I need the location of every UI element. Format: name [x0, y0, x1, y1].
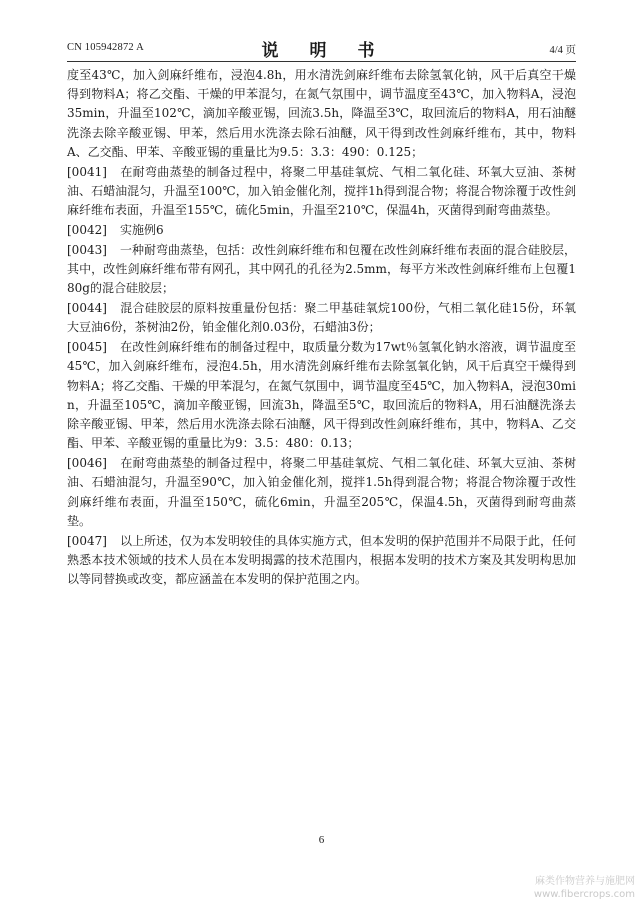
paragraph-text: 度至43℃，加入剑麻纤维布，浸泡4.8h，用水清洗剑麻纤维布去除氢氧化钠，风干后真空干燥得到物料A；将乙交酯、干燥的甲苯混匀，在氮气氛围中，调节温度至43℃，加入物料A，浸泡35min，升温至102℃，滴加辛酸亚锡，回流3.5h，降温至3℃，取回流后的物料A，用石油醚洗涤去除辛酸亚锡、甲苯，然后用水洗涤去除石油醚，风干得到改性剑麻纤维布，其中，物料A、乙交酯、甲苯、辛酸亚锡的重量比为9.5：3.3：490：0.125；	[67, 68, 576, 159]
paragraph-0042	[67, 221, 576, 240]
watermark	[534, 875, 635, 901]
page-number: 6	[318, 834, 325, 846]
paragraph-number: [0044]	[67, 301, 107, 316]
paragraph-number: [0046]	[67, 456, 107, 471]
document-body	[67, 66, 576, 590]
paragraph-0041	[67, 163, 576, 221]
publication-number: CN 105942872 A	[67, 42, 144, 53]
paragraph-text: 以上所述，仅为本发明较佳的具体实施方式，但本发明的保护范围并不局限于此，任何熟悉本技术领域的技术人员在本发明揭露的技术范围内，根据本发明的技术方案及其发明构思加以等同替换或改变，都应涵盖在本发明的保护范围之内。	[67, 533, 577, 587]
paragraph-number: [0045]	[67, 340, 107, 355]
paragraph-text: 在耐弯曲蒸垫的制备过程中，将聚二甲基硅氧烷、气相二氧化硅、环氧大豆油、茶树油、石蜡油混匀，升温至100℃，加入铂金催化剂，搅拌1h得到混合物；将混合物涂覆于改性剑麻纤维布表面，升温至155℃，硫化5min，升温至210℃，保温4h，灭菌得到耐弯曲蒸垫。	[67, 164, 576, 218]
paragraph-0043	[67, 241, 576, 299]
paragraph-0044	[67, 299, 576, 337]
paragraph-number: [0042]	[67, 223, 107, 237]
page-header	[67, 36, 576, 60]
paragraph-0047	[67, 532, 576, 590]
watermark-url: www.fibercrops.com	[533, 889, 635, 900]
document-title: 说 明 书	[261, 41, 382, 61]
paragraph-0045	[67, 338, 576, 453]
paragraph-text: 在耐弯曲蒸垫的制备过程中，将聚二甲基硅氧烷、气相二氧化硅、环氧大豆油、茶树油、石蜡油混匀，升温至90℃，加入铂金催化剂，搅拌1.5h得到混合物；将混合物涂覆于改性剑麻纤维布表面，升温至150℃，硫化6min，升温至205℃，保温4.5h，灭菌得到耐弯曲蒸垫。	[67, 456, 576, 528]
watermark-line: 麻类作物营养与施肥网	[535, 876, 635, 887]
paragraph-text: 在改性剑麻纤维布的制备过程中，取质量分数为17wt％氢氧化钠水溶液，调节温度至45℃，加入剑麻纤维布，浸泡4.5h，用水清洗剑麻纤维布去除氢氧化钠，风干后真空干燥得到物料A；将乙交酯、干燥的甲苯混匀，在氮气氛围中，调节温度至45℃，加入物料A，浸泡30min，升温至105℃，滴加辛酸亚锡，回流3h，降温至5℃，取回流后的物料A，用石油醚洗涤去除辛酸亚锡、甲苯，然后用水洗涤去除石油醚，风干得到改性剑麻纤维布，其中，物料A、乙交酯、甲苯、辛酸亚锡的重量比为9：3.5：480：0.13；	[67, 340, 576, 451]
paragraph-text: 混合硅胶层的原料按重量份包括：聚二甲基硅氧烷100份，气相二氧化硅15份，环氧大豆油6份，茶树油2份，铂金催化剂0.03份，石蜡油3份；	[67, 301, 576, 335]
paragraph-continued	[67, 66, 576, 162]
paragraph-number: [0043]	[67, 242, 107, 257]
page-info: 4/4 页	[549, 45, 576, 56]
paragraph-number: [0041]	[67, 164, 107, 179]
header-rule	[67, 61, 576, 62]
paragraph-0046	[67, 454, 576, 531]
paragraph-text: 一种耐弯曲蒸垫，包括：改性剑麻纤维布和包覆在改性剑麻纤维布表面的混合硅胶层，其中，改性剑麻纤维布带有网孔，其中网孔的孔径为2.5mm，每平方米改性剑麻纤维布上包覆180g的混合硅胶层；	[67, 242, 577, 296]
paragraph-number: [0047]	[67, 533, 107, 548]
paragraph-text: 实施例6	[120, 223, 164, 237]
